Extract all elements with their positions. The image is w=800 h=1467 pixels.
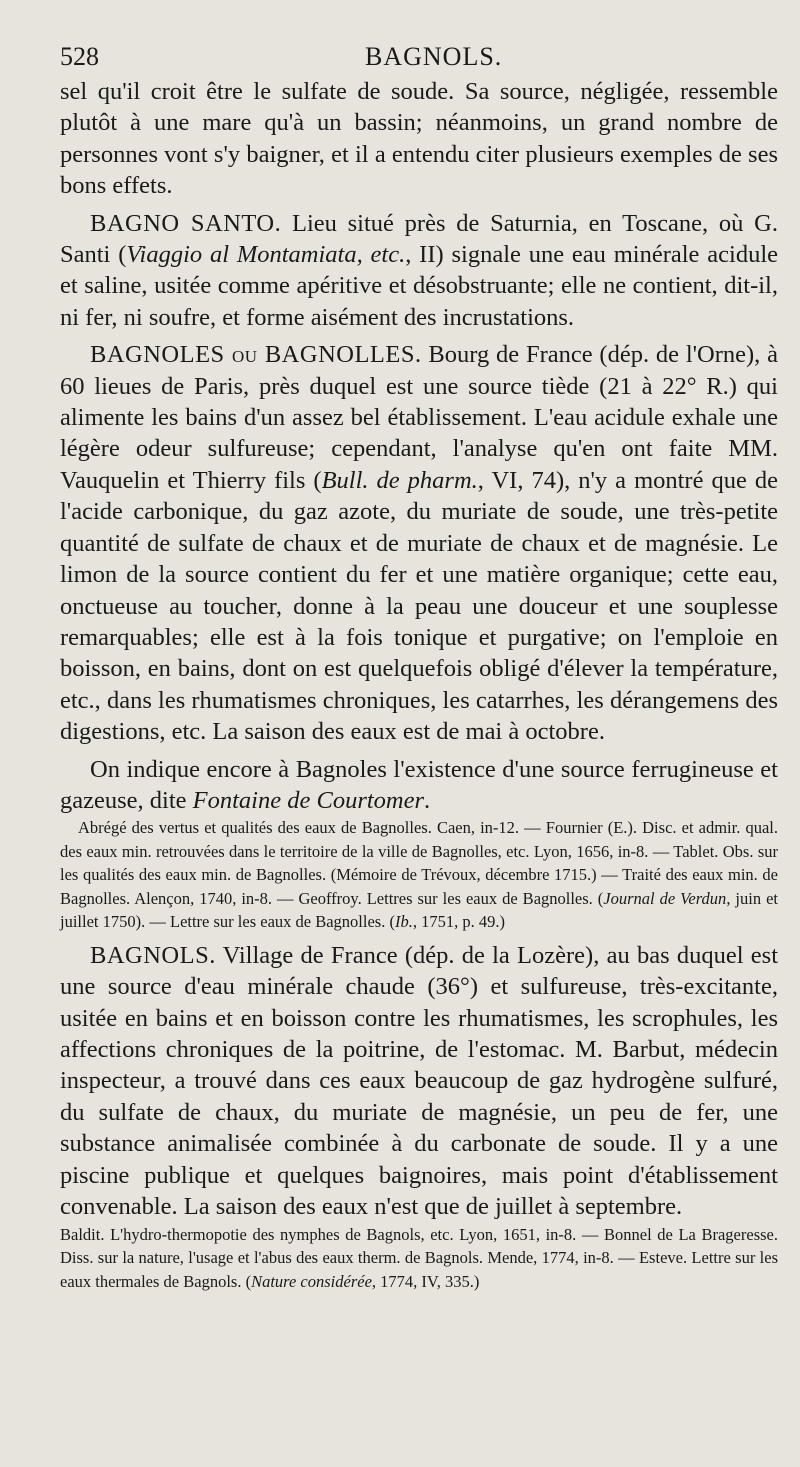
entry-bagnols — [60, 940, 778, 1223]
citation-title: Bull. de pharm. — [321, 466, 478, 494]
entry-bagno-santo — [60, 208, 778, 334]
reference-text: , 1774, IV, 335.) — [371, 1271, 480, 1291]
references-bagnoles — [60, 816, 778, 934]
citation-title: Journal de Verdun — [603, 888, 727, 908]
source-name: Fontaine de Courtomer — [192, 786, 425, 814]
entry-heading: BAGNO SANTO. — [90, 209, 282, 237]
entry-text: Lieu situé près de Saturnia, en Toscane, où G. Santi ( — [60, 209, 779, 269]
running-head — [60, 36, 778, 76]
reference-text: Abrégé des vertus et qualités des eaux de Bagnolles. Caen, in-12. — Fournier (E.). Disc. et admir. qual. des eaux min. retrouvées dans le territoire de la ville de Bagnolles, etc. Lyon, 1656, in-8. — Tablet. Obs. sur les qualités des eaux min. de Bagnolles. (Mémoire de Trévoux, décembre 1715.) — Traité des eaux min. de Bagnolles. Alençon, 1740, in-8. — Geoffroy. Lettres sur les eaux de Bagnolles. ( — [60, 818, 778, 908]
references-bagnols — [60, 1223, 778, 1294]
page-number: 528 — [60, 42, 99, 71]
reference-text: , 1751, p. 49.) — [412, 912, 505, 932]
entry-heading: BAGNOLS. — [90, 941, 216, 969]
citation-title: Viaggio al Montamiata, etc. — [126, 241, 406, 269]
reference-text: Baldit. L'hydro-thermopotie des nymphes de Bagnols, etc. Lyon, 1651, in-8. — Bonnel de La Brageresse. Diss. sur la nature, l'usage et l'abus des eaux therm. de Bagnols. Mende, 1774, in-8. — Esteve. Lettre sur les eaux thermales de Bagnols. ( — [60, 1224, 778, 1291]
citation-title: Nature considérée — [251, 1271, 372, 1291]
entry-text: , VI, 74), n'y a montré que de l'acide carbonique, du gaz azote, du muriate de soude, une très-petite quantité de sulfate de chaux et de muriate de chaux et de magnésie. Le limon de la source contient du fer et une matière organique; cette eau, onctueuse au toucher, donne à la peau une douceur et une souplesse remarquables; elle est à la fois tonique et purgative; on l'emploie en boisson, en bains, dont on est quelquefois obligé d'élever la température, etc., dans les rhumatismes chroniques, les catarrhes, les dérangemens des digestions, etc. La saison des eaux est de mai à octobre. — [60, 466, 778, 746]
entry-text: . — [424, 786, 431, 814]
running-title: BAGNOLS. — [365, 42, 503, 71]
paragraph-continuation: sel qu'il croit être le sulfate de soude. Sa source, négligée, ressemble plutôt à une mare qu'à un bassin; néanmoins, un grand nombre de personnes vont s'y baigner, et il a entendu citer plusieurs exemples de ses bons effets. — [60, 78, 778, 200]
body-text — [60, 76, 778, 1293]
citation-title: Ib. — [394, 912, 413, 932]
entry-heading: BAGNOLES ou BAGNOLLES. — [90, 341, 422, 369]
entry-text: , II) signale une eau minérale acidule et saline, usitée comme apéritive et désobstruante; elle ne contient, dit-il, ni fer, ni soufre, et forme aisément des incrustations. — [60, 241, 778, 331]
entry-text: Bourg de France (dép. de l'Orne), à 60 lieues de Paris, près duquel est une source tiède (21 à 22° R.) qui alimente les bains d'un assez bel établissement. L'eau acidule exhale une légère odeur sulfureuse; cependant, l'analyse qu'en ont faite MM. Vauquelin et Thierry fils ( — [60, 341, 778, 494]
entry-bagnoles — [60, 339, 778, 747]
entry-text: On indique encore à Bagnoles l'existence d'une source ferrugineuse et gazeuse, dite — [60, 755, 778, 814]
paragraph-courtomer — [60, 754, 778, 817]
reference-text: , juin et juillet 1750). — Lettre sur les eaux de Bagnolles. ( — [60, 888, 778, 932]
entry-text: Village de France (dép. de la Lozère), au bas duquel est une source d'eau minérale chaude (36°) et sulfureuse, très-excitante, usitée en bains et en boisson contre les rhumatismes, les scrophules, les affections chroniques de la poitrine, de l'estomac. M. Barbut, médecin inspecteur, a trouvé dans ces eaux beaucoup de gaz hydrogène sulfuré, du sulfate de chaux, du muriate de magnésie, un peu de fer, une substance animalisée combinée à du carbonate de soude. Il y a une piscine publique et quelques baignoires, mais point d'établissement convenable. La saison des eaux n'est que de juillet à septembre. — [60, 941, 778, 1221]
